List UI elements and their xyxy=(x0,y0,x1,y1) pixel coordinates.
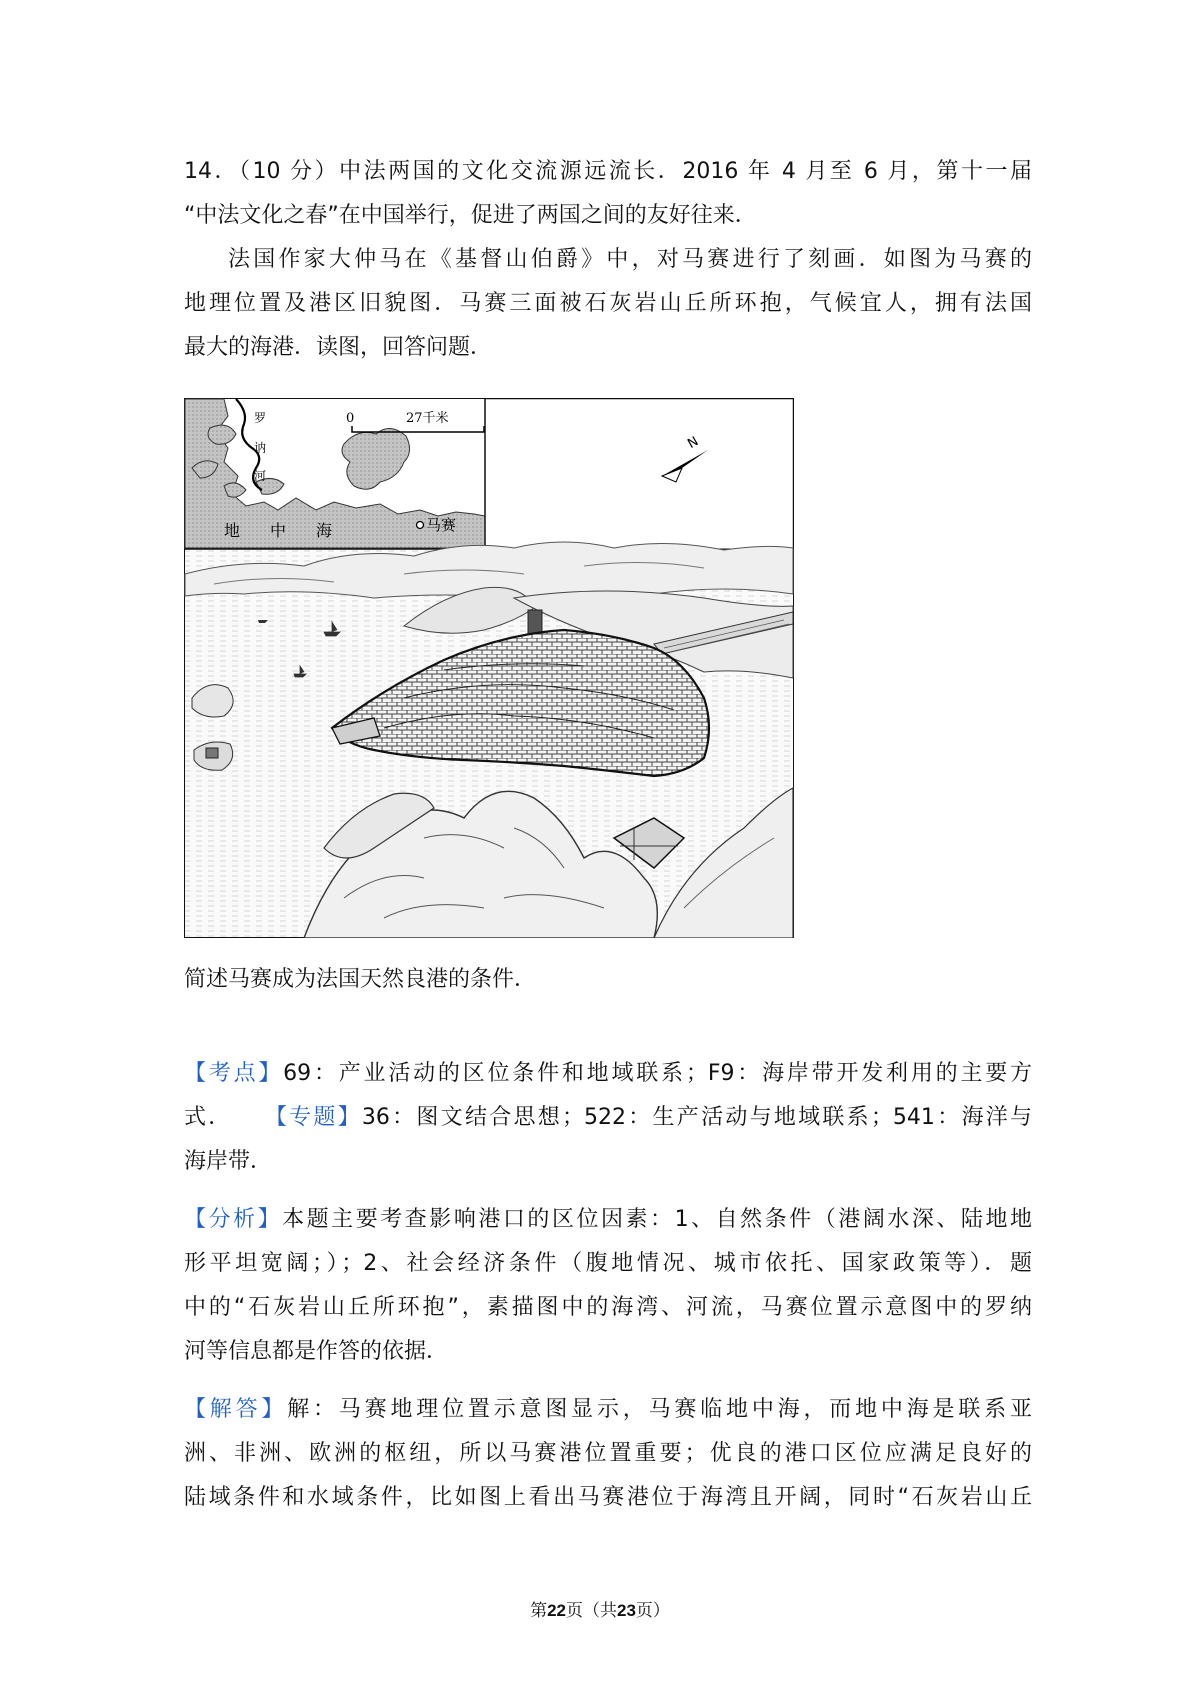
scale-label: 27千米 xyxy=(406,411,449,426)
kaodian-tag: 【考点】 xyxy=(184,1061,284,1086)
marseille-marker-icon xyxy=(417,522,424,529)
jieda-line-3: 陆域条件和水域条件，比如图上看出马赛港位于海湾且开阔，同时“石灰岩山丘 xyxy=(184,1485,1032,1510)
jieda-line-1 xyxy=(184,1388,1032,1432)
sea-char-2: 中 xyxy=(270,521,287,540)
footer-total: 23 xyxy=(617,1601,636,1620)
location-map-inset xyxy=(185,399,485,549)
question-line-1: 14．（10 分）中法两国的文化交流源远流长．2016 年 4 月至 6 月，第十一届 xyxy=(184,159,1032,184)
zhuanti-tag: 【专题】 xyxy=(262,1105,362,1130)
footer-mid: 页（共 xyxy=(566,1601,617,1621)
fenxi-line-2: 形平坦宽阔；）；2、社会经济条件（腹地情况、城市依托、国家政策等）．题 xyxy=(184,1251,1032,1276)
fenxi-block xyxy=(184,1198,1032,1374)
question-line-5: 最大的海港．读图，回答问题． xyxy=(184,335,493,360)
river-char-1: 罗 xyxy=(254,411,267,425)
north-label: N xyxy=(685,434,702,452)
fenxi-line-1 xyxy=(184,1198,1032,1242)
question-block xyxy=(184,150,1032,370)
jieda-block xyxy=(184,1388,1032,1520)
jieda-tag: 【解答】 xyxy=(184,1397,288,1422)
sea-char-1: 地 xyxy=(224,521,241,540)
footer-post: 页） xyxy=(635,1601,670,1621)
kaodian-line-2 xyxy=(184,1096,1032,1140)
scale-zero: 0 xyxy=(346,411,355,426)
question-line-2: “中法文化之春”在中国举行，促进了两国之间的友好往来． xyxy=(184,203,757,228)
kaodian-line-1 xyxy=(184,1052,1032,1096)
kaodian-text-2-post: 36：图文结合思想；522：生产活动与地域联系；541：海洋与 xyxy=(361,1105,1032,1130)
marseille-figure xyxy=(184,398,794,938)
river-char-3: 河 xyxy=(254,469,267,483)
harbour-sketch xyxy=(185,542,793,938)
footer-pre: 第 xyxy=(530,1601,548,1621)
page-footer xyxy=(0,1596,1200,1621)
sea-char-3: 海 xyxy=(316,521,333,540)
fenxi-tag: 【分析】 xyxy=(184,1207,283,1232)
prompt-block xyxy=(184,958,1032,1002)
question-prompt: 简述马赛成为法国天然良港的条件． xyxy=(184,967,537,992)
footer-page: 22 xyxy=(547,1601,566,1620)
kaodian-text-2-pre: 式． xyxy=(184,1105,233,1130)
kaodian-line-3: 海岸带． xyxy=(184,1149,273,1174)
river-char-2: 讷 xyxy=(254,441,267,455)
jieda-text-1: 解：马赛地理位置示意图显示，马赛临地中海，而地中海是联系亚 xyxy=(287,1397,1032,1422)
jieda-line-2: 洲、非洲、欧洲的枢纽，所以马赛港位置重要；优良的港口区位应满足良好的 xyxy=(184,1441,1032,1466)
fenxi-line-3: 中的“石灰岩山丘所环抱”，素描图中的海湾、河流，马赛位置示意图中的罗纳 xyxy=(184,1295,1032,1320)
kaodian-text-1: 69：产业活动的区位条件和地域联系；F9：海岸带开发利用的主要方 xyxy=(283,1061,1032,1086)
question-line-3: 法国作家大仲马在《基督山伯爵》中，对马赛进行了刻画．如图为马赛的 xyxy=(228,247,1032,272)
kaodian-block xyxy=(184,1052,1032,1184)
fenxi-text-1: 本题主要考查影响港口的区位因素：1、自然条件（港阔水深、陆地地 xyxy=(282,1207,1032,1232)
city-label: 马赛 xyxy=(426,516,457,534)
fenxi-line-4: 河等信息都是作答的依据． xyxy=(184,1339,449,1364)
question-line-4: 地理位置及港区旧貌图．马赛三面被石灰岩山丘所环抱，气候宜人，拥有法国 xyxy=(184,291,1032,316)
